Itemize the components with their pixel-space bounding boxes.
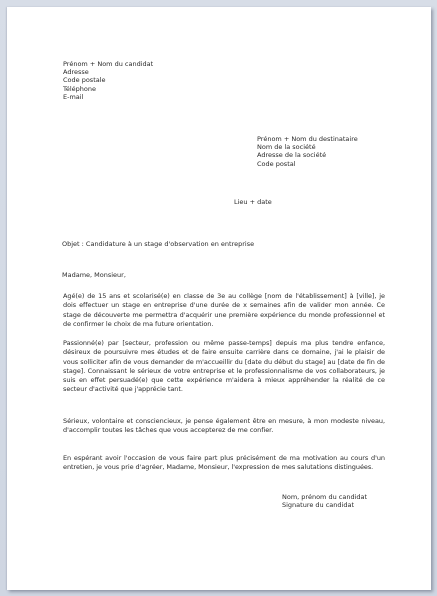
body-paragraph-3: Sérieux, volontaire et consciencieux, je pense également être en mesure, à mon modeste niveau, d'accomplir toutes les tâches que vous accepterez de me confier.	[63, 417, 385, 435]
recipient-postal-code: Code postal	[257, 159, 296, 168]
sender-address: Adresse	[63, 68, 89, 77]
sender-postal-code: Code postale	[63, 76, 106, 85]
letter-salutation: Madame, Monsieur,	[62, 271, 126, 279]
sender-email: E-mail	[63, 92, 84, 101]
recipient-name: Prénom + Nom du destinataire	[257, 135, 358, 143]
body-paragraph-2: Passionné(e) par [secteur, profession ou même passe-temps] depuis ma plus tendre enfance, désireux de poursuivre mes études et de faire ensuite carrière dans ce domaine, j'ai le plaisir de vous solliciter afin de vous demander de m'accueillir du [date du début du stage] au [date de fin de stage]. Connaissant le sérieux de votre entreprise et le professionnalisme de vos collaborateurs, je suis en effet persuadé(e) que cette expérience m'aidera à mieux appréhender la réalité de ce secteur d'activité que j'apprécie tant.	[63, 339, 385, 394]
closing-signature: Signature du candidat	[282, 501, 355, 510]
sender-name: Prénom + Nom du candidat	[63, 60, 154, 68]
place-date: Lieu + date	[234, 198, 272, 206]
recipient-block	[257, 135, 358, 168]
body-paragraph-1: Agé(e) de 15 ans et scolarisé(e) en classe de 3e au collège [nom de l'établissement] à [ville], je dois effectuer un stage en entreprise d'une durée de x semaines afin de valider mon année. Ce stage de découverte me permettra d'acquérir une première expérience du monde professionnel et de confirmer le choix de ma future orientation.	[63, 292, 385, 328]
sender-block	[63, 60, 153, 101]
closing-name: Nom, prénom du candidat	[282, 493, 368, 501]
recipient-company-address: Adresse de la société	[257, 151, 327, 160]
document-page	[7, 7, 431, 590]
sender-phone: Téléphone	[63, 84, 97, 93]
closing-block	[282, 493, 367, 509]
letter-subject: Objet : Candidature à un stage d'observation en entreprise	[62, 240, 255, 248]
recipient-company: Nom de la société	[257, 143, 316, 152]
body-paragraph-4: En espérant avoir l'occasion de vous faire part plus précisément de ma motivation au cours d'un entretien, je vous prie d'agréer, Madame, Monsieur, l'expression de mes salutations distinguées.	[63, 454, 385, 472]
